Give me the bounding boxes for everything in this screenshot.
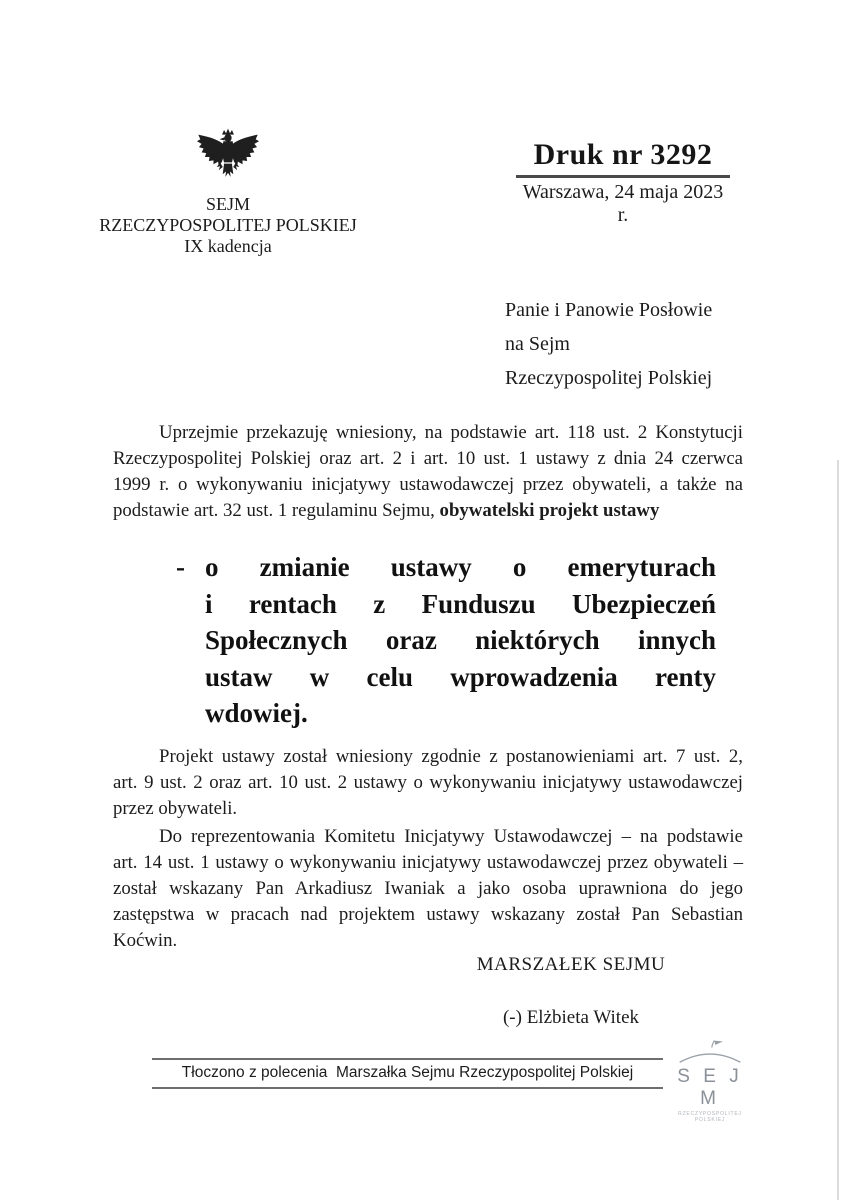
document-number: Druk nr 3292 [533, 138, 713, 171]
bill-title-line: ustaw w celu wprowadzenia renty [205, 661, 716, 692]
paragraph-line: art. 9 ust. 2 oraz art. 10 ust. 2 ustawy o wykonywaniu inicjatywy ustawodawczej [113, 772, 743, 793]
bill-title-dash: - [176, 552, 185, 582]
recipient-line: Rzeczypospolitej Polskiej [505, 367, 713, 389]
bill-title-line: Społecznych oraz niektórych innych [205, 625, 716, 655]
print-note-text: Tłoczono z polecenia Marszałka Sejmu Rzeczypospolitej Polskiej [181, 1064, 634, 1081]
scan-edge-artifact [837, 460, 839, 1200]
polish-eagle-emblem-icon [195, 125, 261, 197]
bill-type-emphasis: obywatelski projekt ustawy [439, 500, 660, 521]
document-paragraph-representatives [113, 824, 743, 954]
institution-name-republic: RZECZYPOSPOLITEJ POLSKIEJ [99, 215, 357, 235]
recipient-block [505, 293, 712, 395]
institution-term: IX kadencja [184, 236, 272, 256]
recipient-line: na Sejm [505, 333, 570, 355]
paragraph-line [113, 498, 743, 524]
paragraph-line: Rzeczypospolitej Polskiej oraz art. 2 i art. 10 ust. 1 ustawy z dnia 24 czerwca [113, 448, 743, 469]
place-and-date: Warszawa, 24 maja 2023 r. [522, 181, 724, 226]
bill-title-line: o zmianie ustawy o emeryturach [205, 552, 716, 582]
signature-name: (-) Elżbieta Witek [502, 1007, 640, 1028]
sejm-logo-subtext: RZECZYPOSPOLITEJ POLSKIEJ [678, 1111, 742, 1123]
sejm-logo [668, 1038, 752, 1123]
paragraph-line: 1999 r. o wykonywaniu inicjatywy ustawodawczej przez obywateli, a także na [113, 474, 743, 495]
paragraph-line: Koćwin. [113, 930, 178, 951]
document-number-block [516, 138, 730, 227]
paragraph-text: podstawie art. 32 ust. 1 regulaminu Sejmu, [113, 500, 440, 521]
bill-title-lines [205, 549, 716, 732]
recipient-line: Panie i Panowie Posłowie [505, 299, 713, 321]
document-paragraph-legal-basis [113, 744, 743, 822]
sejm-dome-icon [672, 1038, 748, 1064]
paragraph-line: Uprzejmie przekazuję wniesiony, na podstawie art. 118 ust. 2 Konstytucji [159, 422, 743, 443]
bill-title [176, 549, 716, 732]
paragraph-line: Projekt ustawy został wniesiony zgodnie z postanowieniami art. 7 ust. 2, [159, 746, 743, 767]
document-number-underline [516, 175, 730, 178]
bill-title-line: i rentach z Funduszu Ubezpieczeń [205, 588, 716, 619]
bill-title-line: wdowiej. [205, 698, 308, 728]
signature-role: MARSZAŁEK SEJMU [476, 954, 666, 975]
paragraph-line: został wskazany Pan Arkadiusz Iwaniak a jako osoba uprawniona do jego [113, 878, 743, 899]
paragraph-line: zastępstwa w pracach nad projektem ustawy wskazany został Pan Sebastian [113, 904, 743, 925]
paragraph-line: art. 14 ust. 1 ustawy o wykonywaniu inicjatywy ustawodawczej przez obywateli – [113, 852, 743, 873]
document-paragraph-transmittal [113, 420, 743, 524]
institution-name-sejm: SEJM [205, 194, 250, 214]
paragraph-line: Do reprezentowania Komitetu Inicjatywy Ustawodawczej – na podstawie [159, 826, 743, 847]
print-note-strip [152, 1058, 663, 1089]
sejm-logo-letters: S E J M [677, 1066, 743, 1109]
issuing-institution [58, 194, 398, 257]
paragraph-line: przez obywateli. [113, 798, 238, 819]
